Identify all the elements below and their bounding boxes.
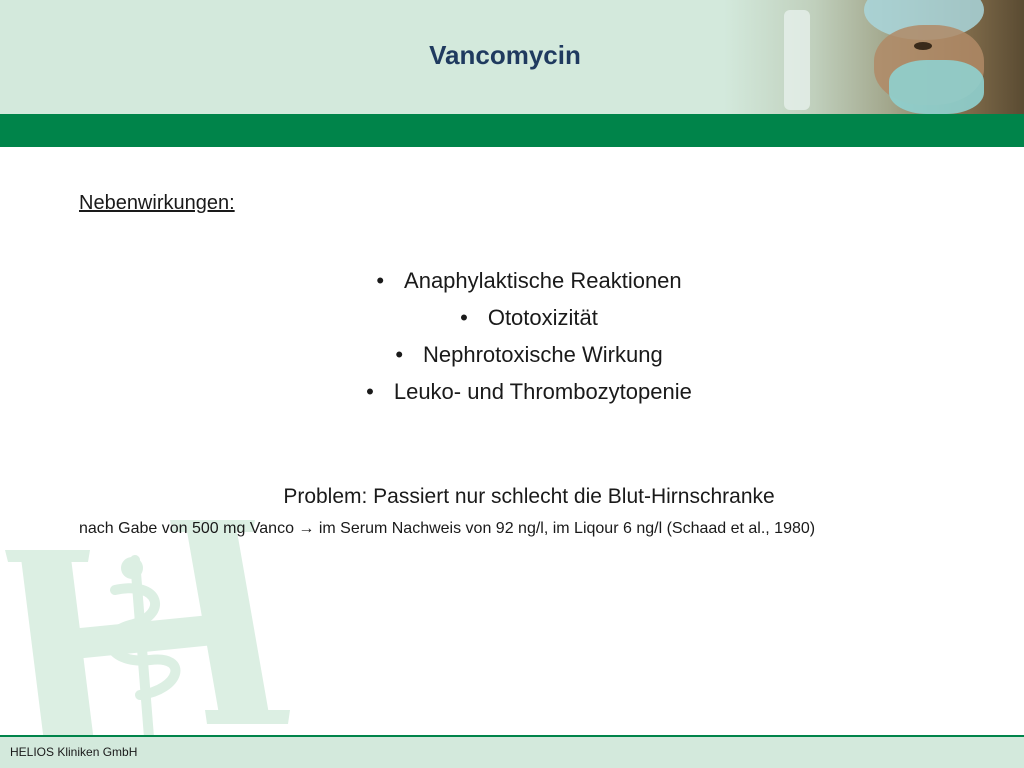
problem-statement: Problem: Passiert nur schlecht die Blut-Hirnschranke — [283, 485, 775, 508]
list-item — [0, 262, 1024, 299]
list-item — [0, 373, 1024, 410]
slide-footer — [0, 737, 1024, 768]
page-title: Vancomycin — [429, 40, 581, 70]
bullet-marker: • — [395, 342, 404, 367]
side-effects-list — [0, 262, 1024, 410]
slide-header — [0, 0, 1024, 114]
helios-logo-watermark-icon — [0, 520, 300, 750]
list-item-text: Anaphylaktische Reaktionen — [404, 268, 682, 293]
header-accent-bar — [0, 114, 1024, 147]
section-heading: Nebenwirkungen: — [79, 192, 235, 214]
citation-note: nach Gabe von 500 mg Vanco → im Serum Nachweis von 92 ng/l, im Liqour 6 ng/l (Schaad et al., 1980) — [79, 520, 816, 537]
list-item-text: Nephrotoxische Wirkung — [423, 342, 663, 367]
bullet-marker: • — [376, 268, 385, 293]
list-item — [0, 336, 1024, 373]
list-item-text: Ototoxizität — [487, 305, 598, 330]
bullet-marker: • — [366, 379, 374, 404]
footer-company-name: HELIOS Kliniken GmbH — [10, 745, 138, 759]
list-item-text: Leuko- und Thrombozytopenie — [393, 379, 692, 404]
bullet-marker: • — [460, 305, 468, 330]
list-item — [0, 299, 1024, 336]
